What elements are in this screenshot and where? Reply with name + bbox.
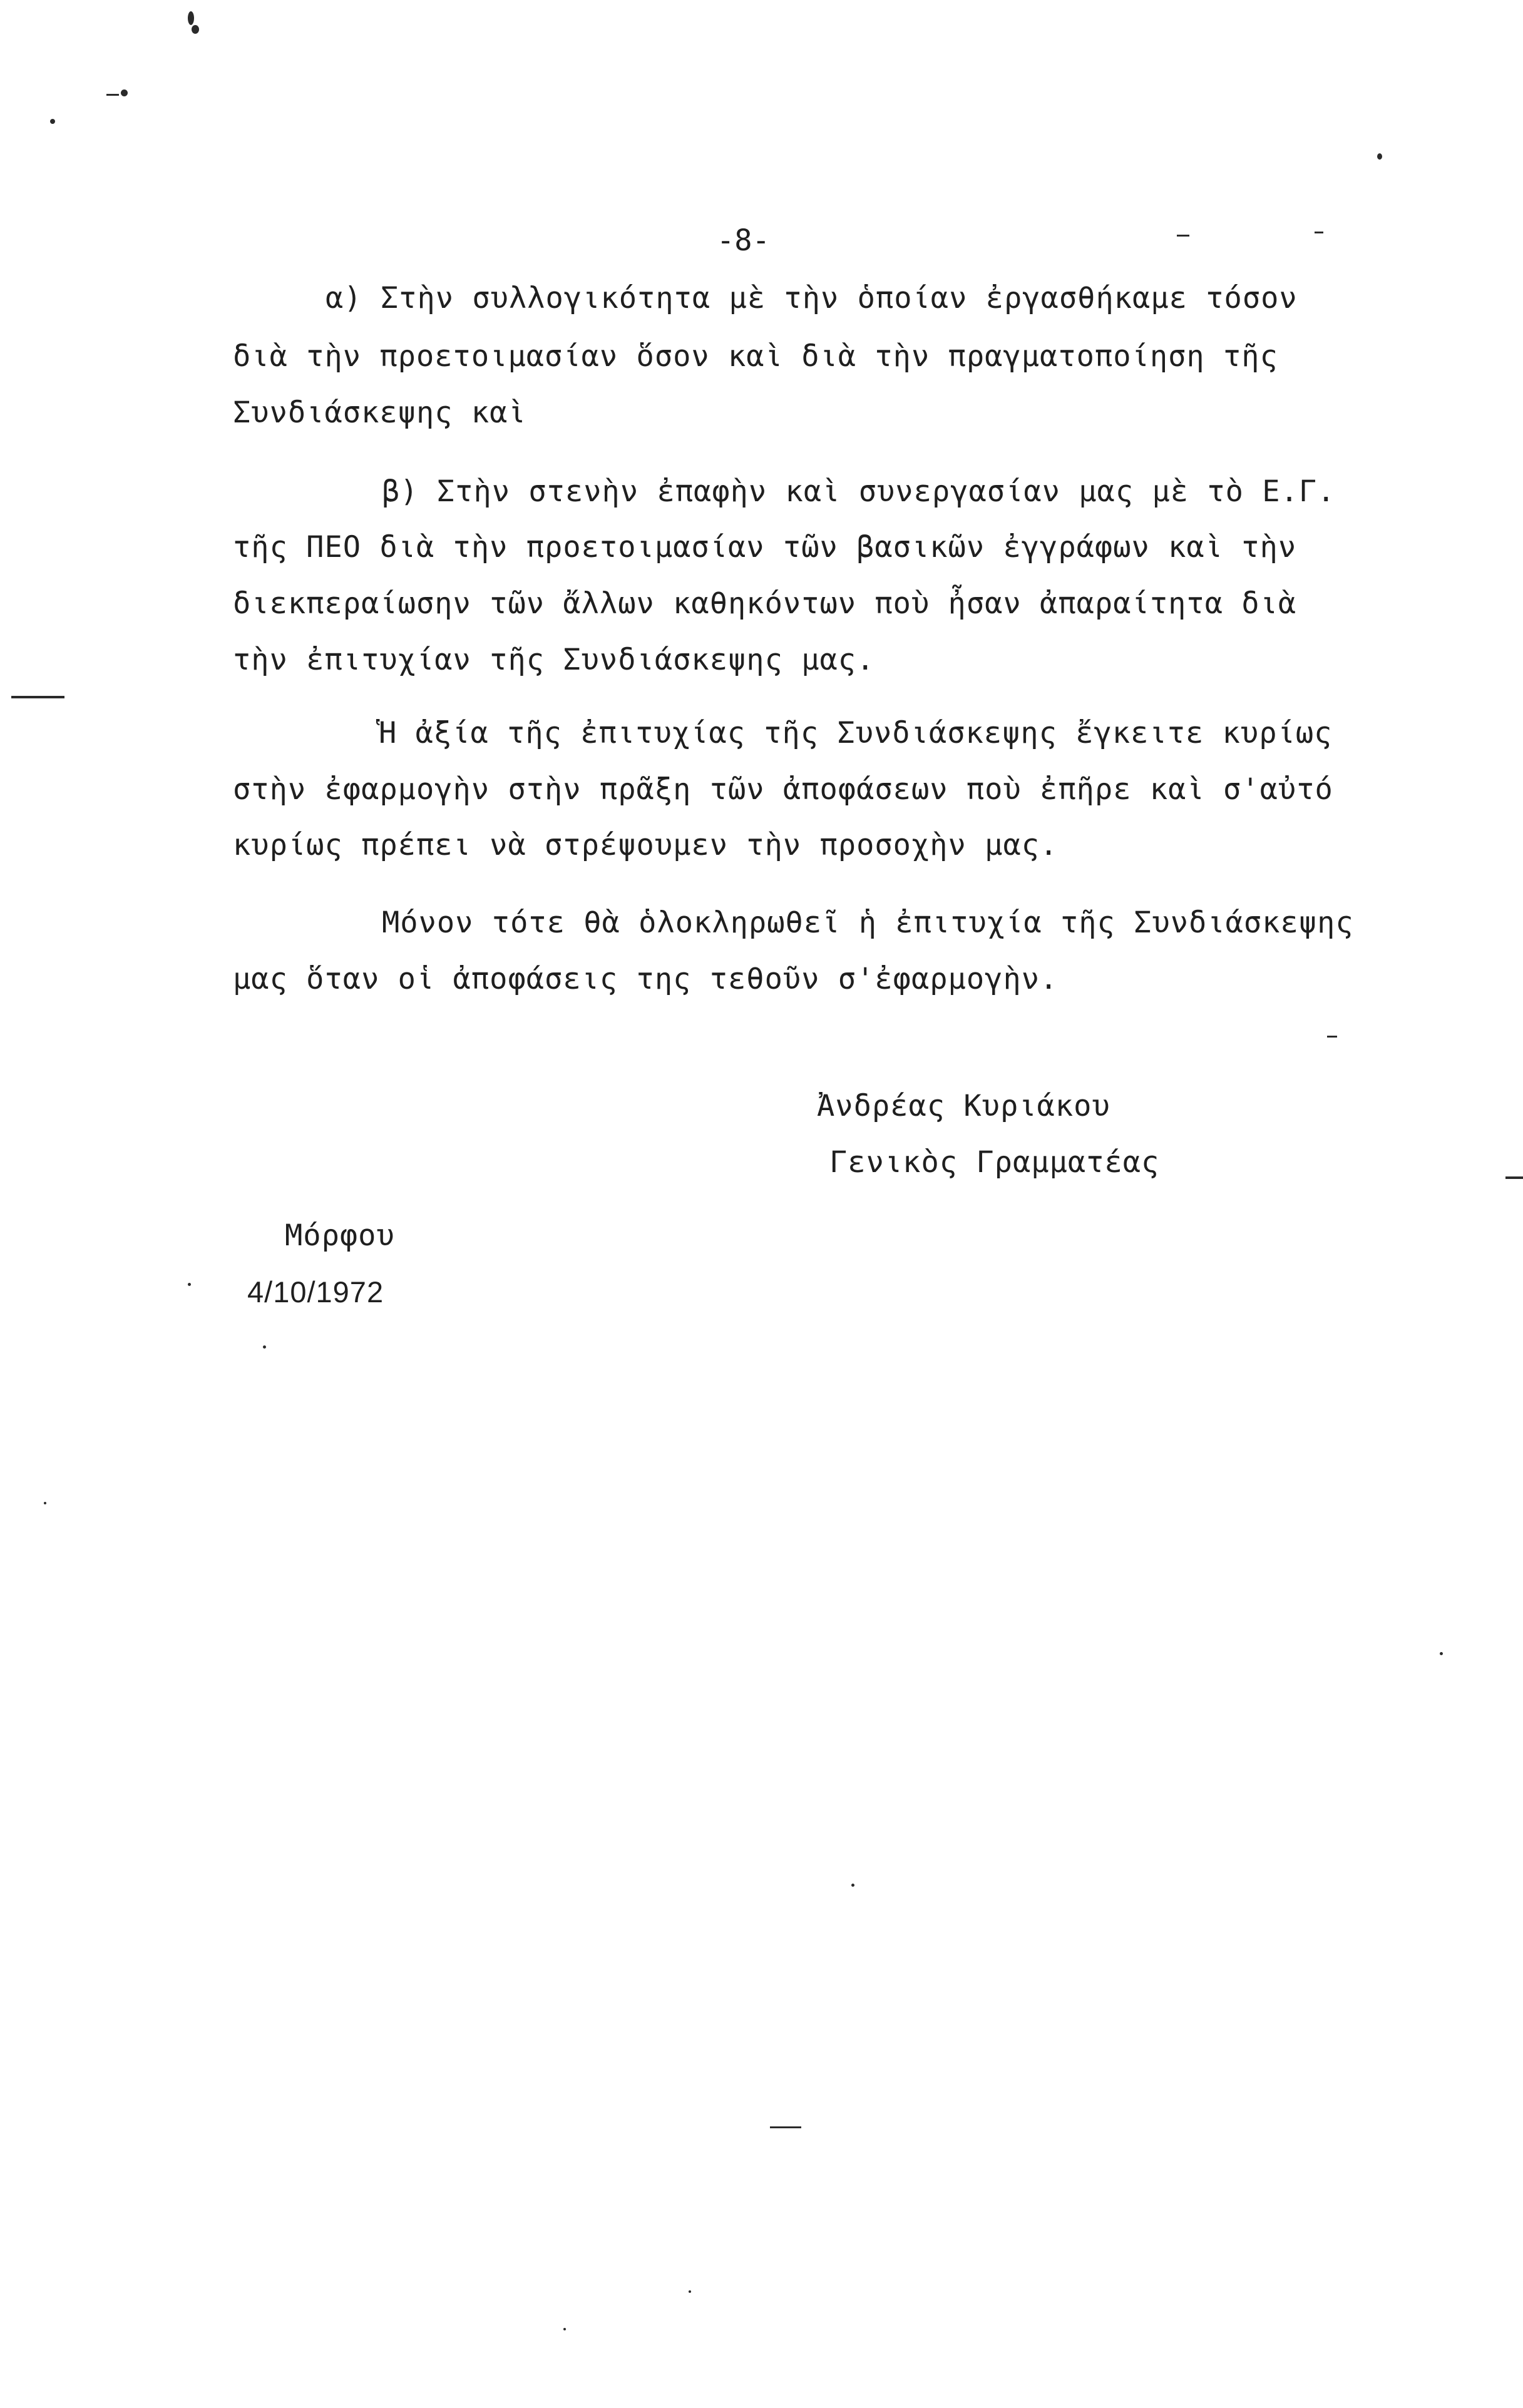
scan-speck [1327,1036,1337,1038]
paragraph-line: α) Στὴν συλλογικότητα μὲ τὴν ὁποίαν ἐργασθήκαμε τόσον [326,281,1298,315]
scan-speck [44,1502,46,1504]
paragraph-line: στὴν ἐφαρμογὴν στὴν πρᾶξη τῶν ἀποφάσεων ποὺ ἐπῆρε καὶ σ'αὐτό [233,772,1333,807]
date: 4/10/1972 [247,1275,384,1309]
paragraph-line: κυρίως πρέπει νὰ στρέψουμεν τὴν προσοχὴν μας. [233,828,1059,862]
scan-speck [188,1283,191,1286]
paragraph-line: διεκπεραίωσην τῶν ἄλλων καθηκόντων ποὺ ἦσαν ἀπαραίτητα διὰ [233,586,1297,621]
paragraph-line: διὰ τὴν προετοιμασίαν ὅσον καὶ διὰ τὴν πραγματοποίηση τῆς [233,339,1278,374]
scan-speck [106,94,119,96]
margin-mark [11,696,64,698]
scan-speck [188,11,194,25]
scan-speck [1315,232,1323,233]
scan-speck [263,1345,266,1349]
signatory-title: Γενικὸς Γραμματέας [829,1145,1160,1180]
paragraph-line: μας ὅταν οἱ ἀποφάσεις της τεθοῦν σ'ἐφαρμογὴν. [233,962,1059,996]
scan-speck [770,2126,801,2128]
paragraph-line: Μόνον τότε θὰ ὁλοκληρωθεῖ ἡ ἐπιτυχία τῆς Συνδιάσκεψης [382,906,1354,940]
paragraph-line: β) Στὴν στενὴν ἐπαφὴν καὶ συνεργασίαν μας μὲ τὸ Ε.Γ. [382,474,1336,509]
scan-speck [851,1884,854,1887]
paragraph-line: τὴν ἐπιτυχίαν τῆς Συνδιάσκεψης μας. [233,643,875,677]
paragraph-line: Συνδιάσκεψης καὶ [233,395,526,430]
paragraph-line: τῆς ΠΕΟ διὰ τὴν προετοιμασίαν τῶν βασικῶν ἐγγράφων καὶ τὴν [233,530,1297,564]
scan-speck [121,89,128,96]
margin-mark [1505,1176,1523,1179]
signatory-name: Ἀνδρέας Κυριάκου [817,1089,1110,1123]
paragraph-line: Ἡ ἀξία τῆς ἐπιτυχίας τῆς Συνδιάσκεψης ἔγκειτε κυρίως [379,716,1333,750]
place: Μόρφου [285,1218,395,1253]
scan-speck [689,2290,691,2293]
scan-speck [563,2328,566,2330]
page-number: -8- [717,223,770,258]
scan-speck [192,25,199,34]
scan-speck [1377,153,1382,160]
scan-speck [1177,235,1189,237]
scan-speck [1440,1652,1443,1655]
scan-speck [50,119,55,124]
